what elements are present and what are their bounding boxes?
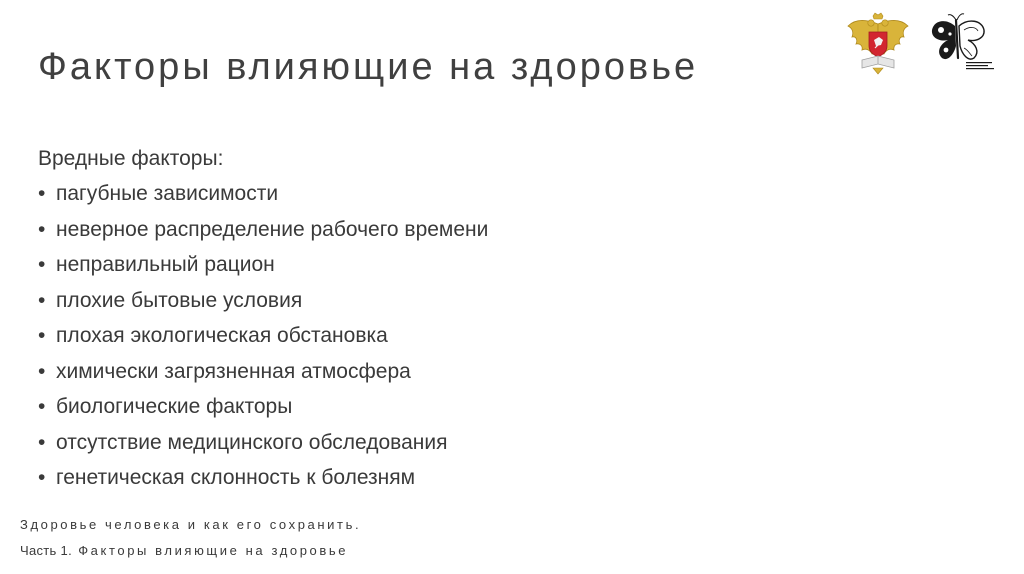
content-body	[38, 141, 838, 496]
footer-part-title	[20, 543, 348, 558]
bullet-icon: •	[38, 253, 46, 276]
footer-part-name: Факторы влияющие на здоровье	[78, 543, 349, 558]
footer-series-title: Здоровье человека и как его сохранить.	[20, 517, 362, 532]
butterfly-logo	[926, 12, 998, 74]
list-item	[38, 460, 838, 496]
list-item-text: биологические факторы	[56, 395, 293, 418]
bullet-icon: •	[38, 324, 46, 347]
bullet-icon: •	[38, 288, 46, 312]
factor-list	[38, 176, 838, 496]
list-item	[38, 176, 838, 212]
list-item	[38, 425, 838, 461]
list-item	[38, 354, 838, 390]
list-item-text: пагубные зависимости	[56, 182, 279, 205]
list-item	[38, 389, 838, 425]
list-item-text: химически загрязненная атмосфера	[56, 359, 411, 383]
bullet-icon: •	[38, 430, 46, 454]
list-item-text: генетическая склонность к болезням	[56, 466, 416, 489]
list-item	[38, 318, 838, 354]
list-item-text: неверное распределение рабочего времени	[56, 217, 489, 241]
list-item-text: плохие бытовые условия	[56, 288, 303, 312]
list-item	[38, 247, 838, 283]
slide-title: Факторы влияющие на здоровье	[38, 46, 699, 88]
list-item	[38, 283, 838, 319]
bullet-icon: •	[38, 466, 46, 489]
list-item-text: плохая экологическая обстановка	[56, 324, 388, 347]
bullet-icon: •	[38, 217, 46, 241]
list-item	[38, 212, 838, 248]
section-heading: Вредные факторы:	[38, 147, 224, 170]
bullet-icon: •	[38, 359, 46, 383]
list-item-text: неправильный рацион	[56, 253, 275, 276]
list-item-text: отсутствие медицинского обследования	[56, 430, 448, 454]
bullet-icon: •	[38, 182, 46, 205]
bullet-icon: •	[38, 395, 46, 418]
coat-of-arms-emblem	[842, 10, 914, 78]
footer-part-label: Часть 1.	[20, 543, 72, 558]
